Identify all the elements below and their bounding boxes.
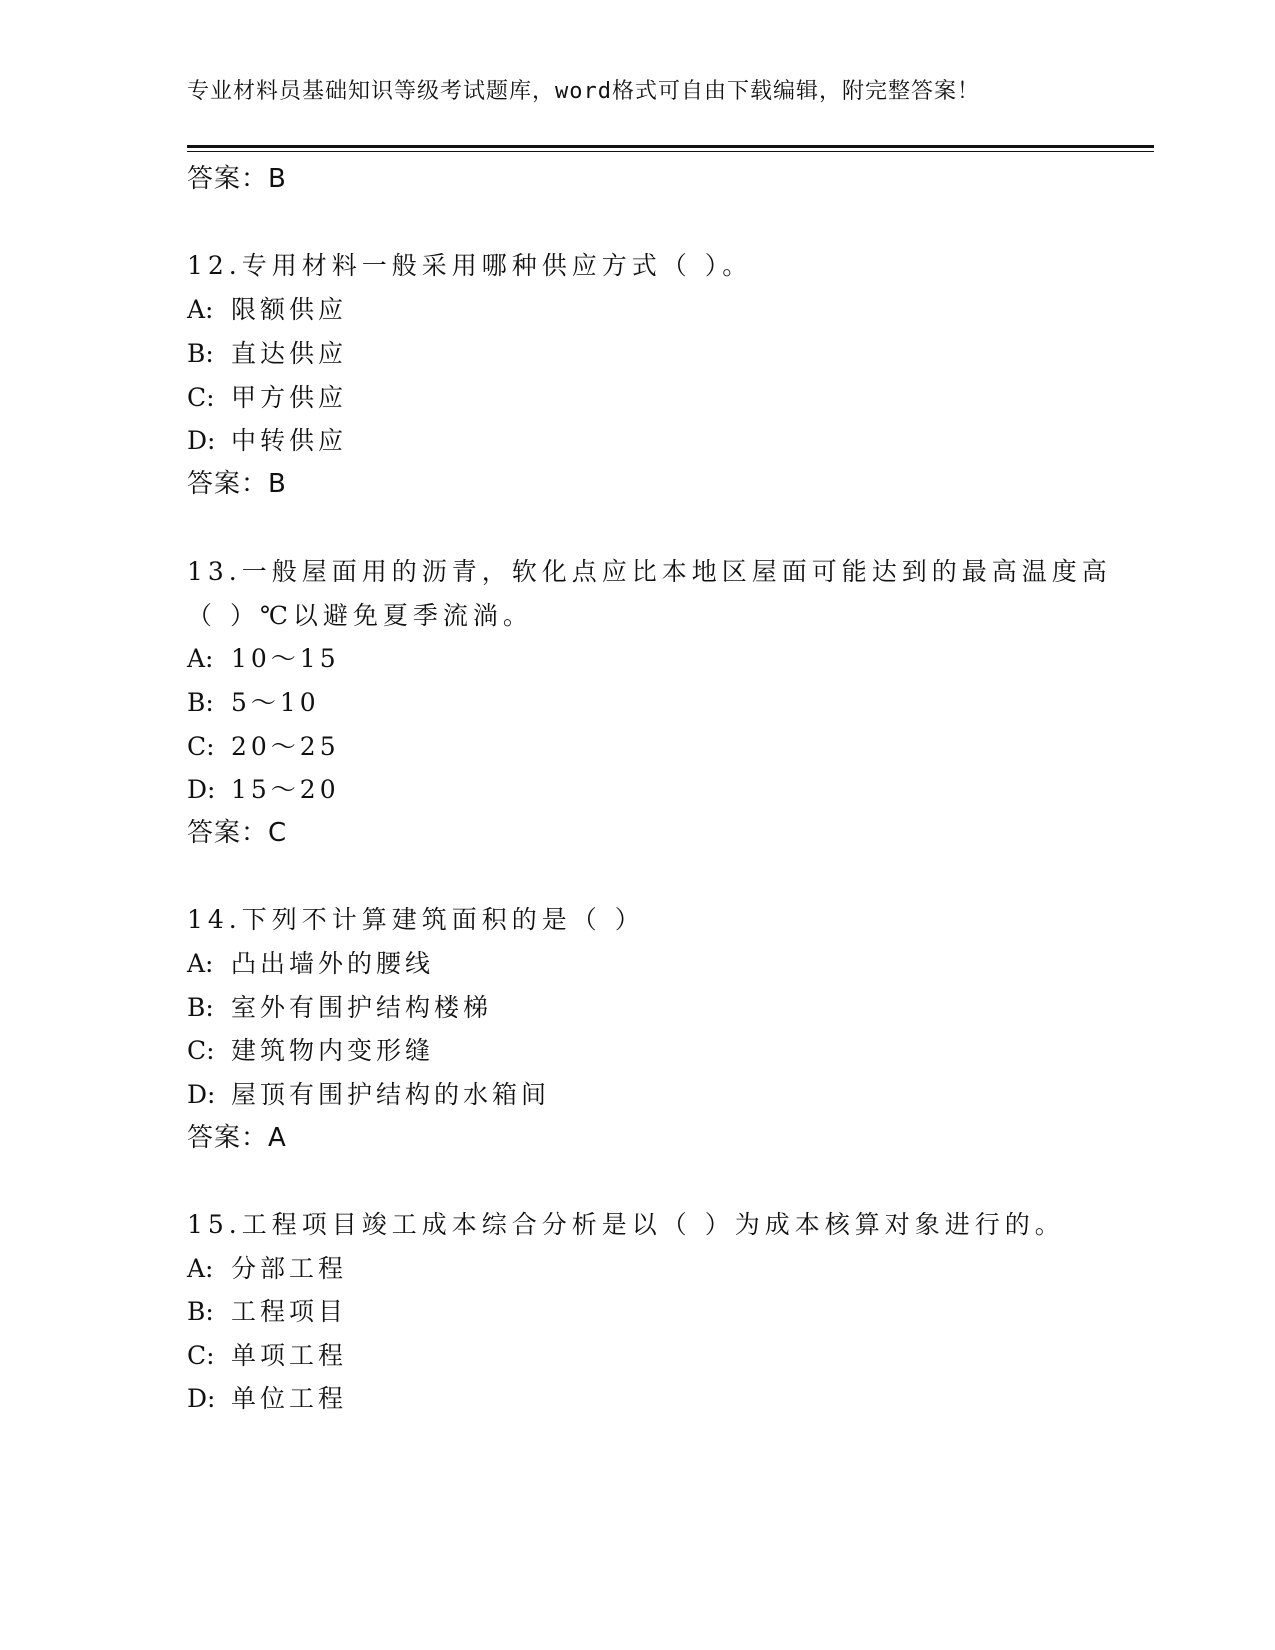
option-text: 建筑物内变形缝 xyxy=(231,1036,435,1065)
option-letter: C: xyxy=(187,1036,215,1065)
answer: 答案：B xyxy=(187,469,287,499)
header-rule-thick xyxy=(187,145,1154,148)
option-b xyxy=(187,334,347,370)
question-stem: 12.专用材料一般采用哪种供应方式（ ）。 xyxy=(187,251,753,280)
header-rule-thin xyxy=(187,151,1154,152)
option-a xyxy=(187,290,347,326)
option-b xyxy=(187,683,320,719)
option-text: 限额供应 xyxy=(231,295,348,324)
option-letter: D: xyxy=(187,1080,216,1109)
option-text: 单项工程 xyxy=(231,1341,348,1370)
question-stem-line-2: （ ）℃以避免夏季流淌。 xyxy=(187,601,533,630)
option-d xyxy=(187,421,347,457)
option-b xyxy=(187,988,492,1024)
option-letter: B: xyxy=(187,993,214,1022)
option-text: 屋顶有围护结构的水箱间 xyxy=(231,1080,551,1109)
option-d xyxy=(187,1075,550,1111)
option-text: 单位工程 xyxy=(231,1384,348,1413)
option-text: 5～10 xyxy=(231,688,320,717)
option-c xyxy=(187,1336,347,1372)
option-letter: D: xyxy=(187,426,216,455)
option-text: 室外有围护结构楼梯 xyxy=(231,993,493,1022)
option-text: 15～20 xyxy=(231,775,340,804)
option-letter: C: xyxy=(187,732,215,761)
option-text: 中转供应 xyxy=(231,426,348,455)
header-text: 专业材料员基础知识等级考试题库，word格式可自由下载编辑，附完整答案！ xyxy=(187,79,980,104)
option-letter: A: xyxy=(187,949,214,978)
question-stem: 15.工程项目竣工成本综合分析是以（ ）为成本核算对象进行的。 xyxy=(187,1210,1065,1239)
option-text: 工程项目 xyxy=(231,1297,348,1326)
option-a xyxy=(187,944,434,980)
option-text: 直达供应 xyxy=(231,339,348,368)
option-letter: C: xyxy=(187,383,215,412)
option-text: 20～25 xyxy=(231,732,340,761)
answer: 答案：A xyxy=(187,1123,287,1153)
option-letter: A: xyxy=(187,295,214,324)
previous-answer: 答案：B xyxy=(187,164,287,194)
option-letter: B: xyxy=(187,688,214,717)
option-letter: A: xyxy=(187,1254,214,1283)
question-stem-line-1: 13.一般屋面用的沥青，软化点应比本地区屋面可能达到的最高温度高 xyxy=(187,557,1112,586)
answer: 答案：C xyxy=(187,818,288,848)
option-c xyxy=(187,727,340,763)
option-letter: D: xyxy=(187,775,216,804)
question-stem: 14.下列不计算建筑面积的是（ ） xyxy=(187,905,645,934)
option-text: 10～15 xyxy=(231,644,340,673)
option-d xyxy=(187,770,340,806)
option-text: 甲方供应 xyxy=(231,383,348,412)
option-c xyxy=(187,378,347,414)
option-d xyxy=(187,1379,347,1415)
option-letter: D: xyxy=(187,1384,216,1413)
option-letter: B: xyxy=(187,339,214,368)
option-text: 分部工程 xyxy=(231,1254,348,1283)
option-text: 凸出墙外的腰线 xyxy=(231,949,435,978)
option-letter: A: xyxy=(187,644,214,673)
option-b xyxy=(187,1292,347,1328)
option-letter: C: xyxy=(187,1341,215,1370)
option-a xyxy=(187,639,340,675)
option-a xyxy=(187,1249,347,1285)
option-letter: B: xyxy=(187,1297,214,1326)
option-c xyxy=(187,1031,434,1067)
